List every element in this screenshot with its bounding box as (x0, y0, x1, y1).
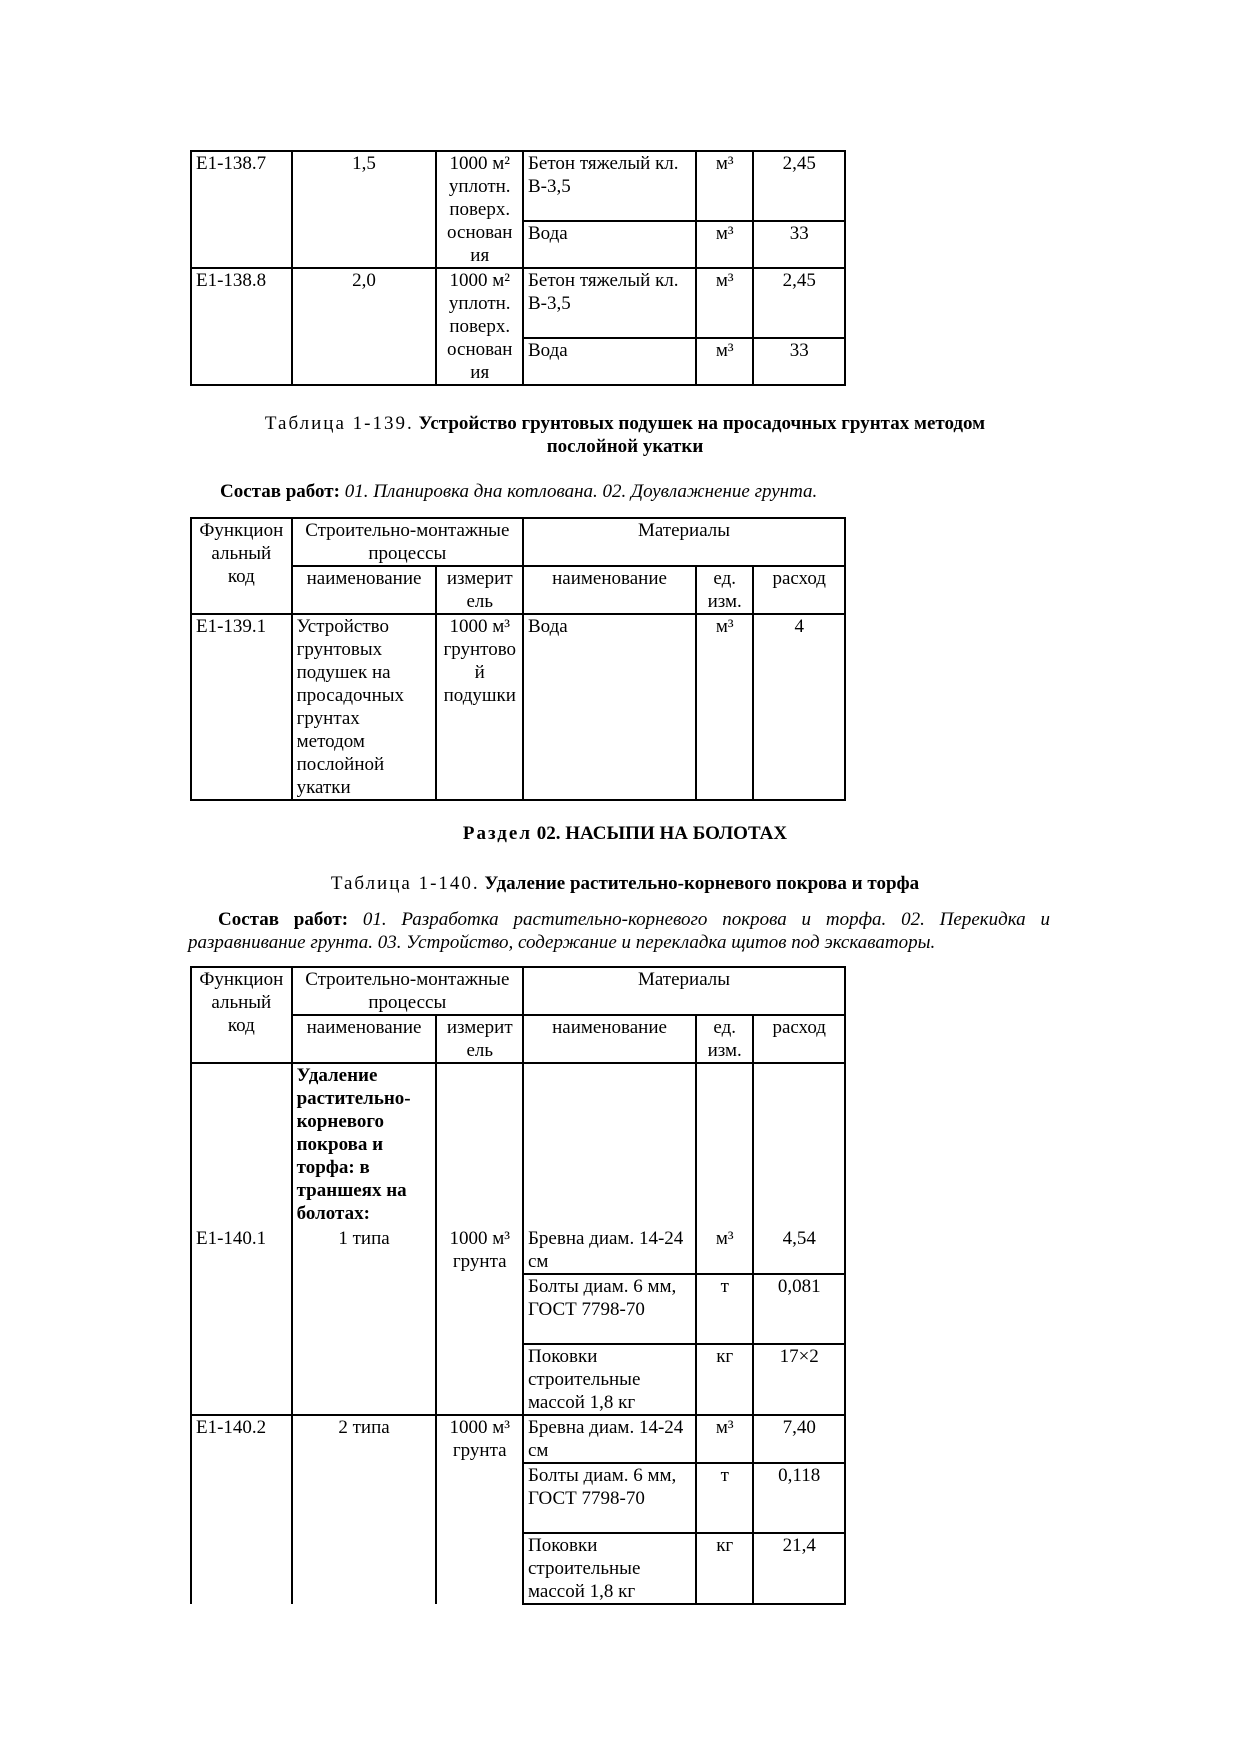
table-140 (190, 966, 846, 1605)
table-139-composition (190, 480, 1058, 503)
row-name: 2 типа (292, 1415, 437, 1604)
table-138 (190, 150, 846, 386)
composition-label: Состав работ: (220, 481, 340, 502)
table-139 (190, 517, 846, 801)
table-139-caption (230, 412, 1020, 458)
header-mat-name: наименование (523, 1015, 696, 1063)
material-name: Бревна диам. 14-24 см (523, 1415, 696, 1463)
material-unit: м³ (696, 151, 753, 221)
caption-prefix: Таблица 1-139. (264, 413, 414, 434)
header-materials: Материалы (523, 518, 845, 566)
header-processes: Строительно-монтажные процессы (292, 518, 523, 566)
row-meter: 1000 м³ грунта (436, 1415, 523, 1604)
row-code: Е1-140.2 (191, 1415, 292, 1604)
material-unit: т (696, 1274, 753, 1344)
group-meter-empty (436, 1063, 523, 1227)
material-unit: кг (696, 1344, 753, 1415)
material-unit: м³ (696, 1227, 753, 1274)
header-proc-meter: измерит ель (436, 566, 523, 614)
group-qty-empty (753, 1063, 845, 1227)
material-name: Вода (523, 338, 696, 385)
header-mat-qty: расход (753, 566, 845, 614)
material-qty: 4,54 (753, 1227, 845, 1274)
material-name: Болты диам. 6 мм, ГОСТ 7798-70 (523, 1463, 696, 1533)
table-cell-code: Е1-138.8 (191, 268, 292, 385)
material-qty: 0,118 (753, 1463, 845, 1533)
table-cell-value: 2,0 (292, 268, 437, 385)
group-unit-empty (696, 1063, 753, 1227)
material-qty: 2,45 (753, 268, 845, 338)
header-materials: Материалы (523, 967, 845, 1015)
section-title: 02. НАСЫПИ НА БОЛОТАХ (536, 823, 788, 844)
row-mat-qty: 4 (753, 614, 845, 800)
caption-title: Удаление растительно-корневого покрова и торфа (484, 873, 920, 894)
row-code: Е1-140.1 (191, 1227, 292, 1415)
header-code: Функцион альный код (191, 518, 292, 614)
table-140-composition (188, 908, 1050, 954)
section-prefix: Раздел (462, 823, 532, 844)
composition-text: 01. Планировка дна котлована. 02. Доувлажнение грунта. (344, 481, 818, 502)
material-name: Бетон тяжелый кл. В-3,5 (523, 151, 696, 221)
material-qty: 33 (753, 221, 845, 268)
row-name: Устройство грунтовых подушек на просадочных грунтах методом послойной укатки (292, 614, 437, 800)
header-mat-qty: расход (753, 1015, 845, 1063)
table-140-caption (230, 872, 1020, 895)
header-proc-name: наименование (292, 566, 437, 614)
group-mat-empty (523, 1063, 696, 1227)
material-unit: кг (696, 1533, 753, 1604)
table-cell-unit-measure: 1000 м² уплотн. поверх. основан ия (436, 268, 523, 385)
row-mat-name: Вода (523, 614, 696, 800)
material-qty: 17×2 (753, 1344, 845, 1415)
group-code-empty (191, 1063, 292, 1227)
table-cell-code: Е1-138.7 (191, 151, 292, 268)
material-unit: т (696, 1463, 753, 1533)
material-name: Болты диам. 6 мм, ГОСТ 7798-70 (523, 1274, 696, 1344)
material-unit: м³ (696, 1415, 753, 1463)
material-name: Поковки строительные массой 1,8 кг (523, 1344, 696, 1415)
header-mat-unit: ед. изм. (696, 1015, 753, 1063)
composition-text: 01. Разработка растительно-корневого покрова и торфа. 02. Перекидка и разравнивание грунта. 03. Устройство, содержание и перекладка щитов под экскаваторы. (188, 909, 1050, 953)
row-name: 1 типа (292, 1227, 437, 1415)
composition-label: Состав работ: (218, 909, 349, 930)
table-cell-unit-measure: 1000 м² уплотн. поверх. основан ия (436, 151, 523, 268)
material-qty: 33 (753, 338, 845, 385)
material-name: Бревна диам. 14-24 см (523, 1227, 696, 1274)
row-code: Е1-139.1 (191, 614, 292, 800)
header-processes: Строительно-монтажные процессы (292, 967, 523, 1015)
header-proc-name: наименование (292, 1015, 437, 1063)
table-cell-value: 1,5 (292, 151, 437, 268)
row-mat-unit: м³ (696, 614, 753, 800)
material-unit: м³ (696, 338, 753, 385)
material-qty: 21,4 (753, 1533, 845, 1604)
material-qty: 2,45 (753, 151, 845, 221)
section-heading (230, 822, 1020, 845)
material-qty: 7,40 (753, 1415, 845, 1463)
material-unit: м³ (696, 221, 753, 268)
material-qty: 0,081 (753, 1274, 845, 1344)
caption-prefix: Таблица 1-140. (330, 873, 480, 894)
material-name: Вода (523, 221, 696, 268)
material-name: Поковки строительные массой 1,8 кг (523, 1533, 696, 1604)
row-meter: 1000 м³ грунтово й подушки (436, 614, 523, 800)
header-proc-meter: измерит ель (436, 1015, 523, 1063)
header-code: Функцион альный код (191, 967, 292, 1063)
header-mat-unit: ед. изм. (696, 566, 753, 614)
material-name: Бетон тяжелый кл. В-3,5 (523, 268, 696, 338)
row-meter: 1000 м³ грунта (436, 1227, 523, 1415)
header-mat-name: наименование (523, 566, 696, 614)
material-unit: м³ (696, 268, 753, 338)
caption-title: Устройство грунтовых подушек на просадочных грунтах методом послойной укатки (418, 413, 986, 457)
group-title: Удаление растительно-корневого покрова и торфа: в траншеях на болотах: (292, 1063, 437, 1227)
